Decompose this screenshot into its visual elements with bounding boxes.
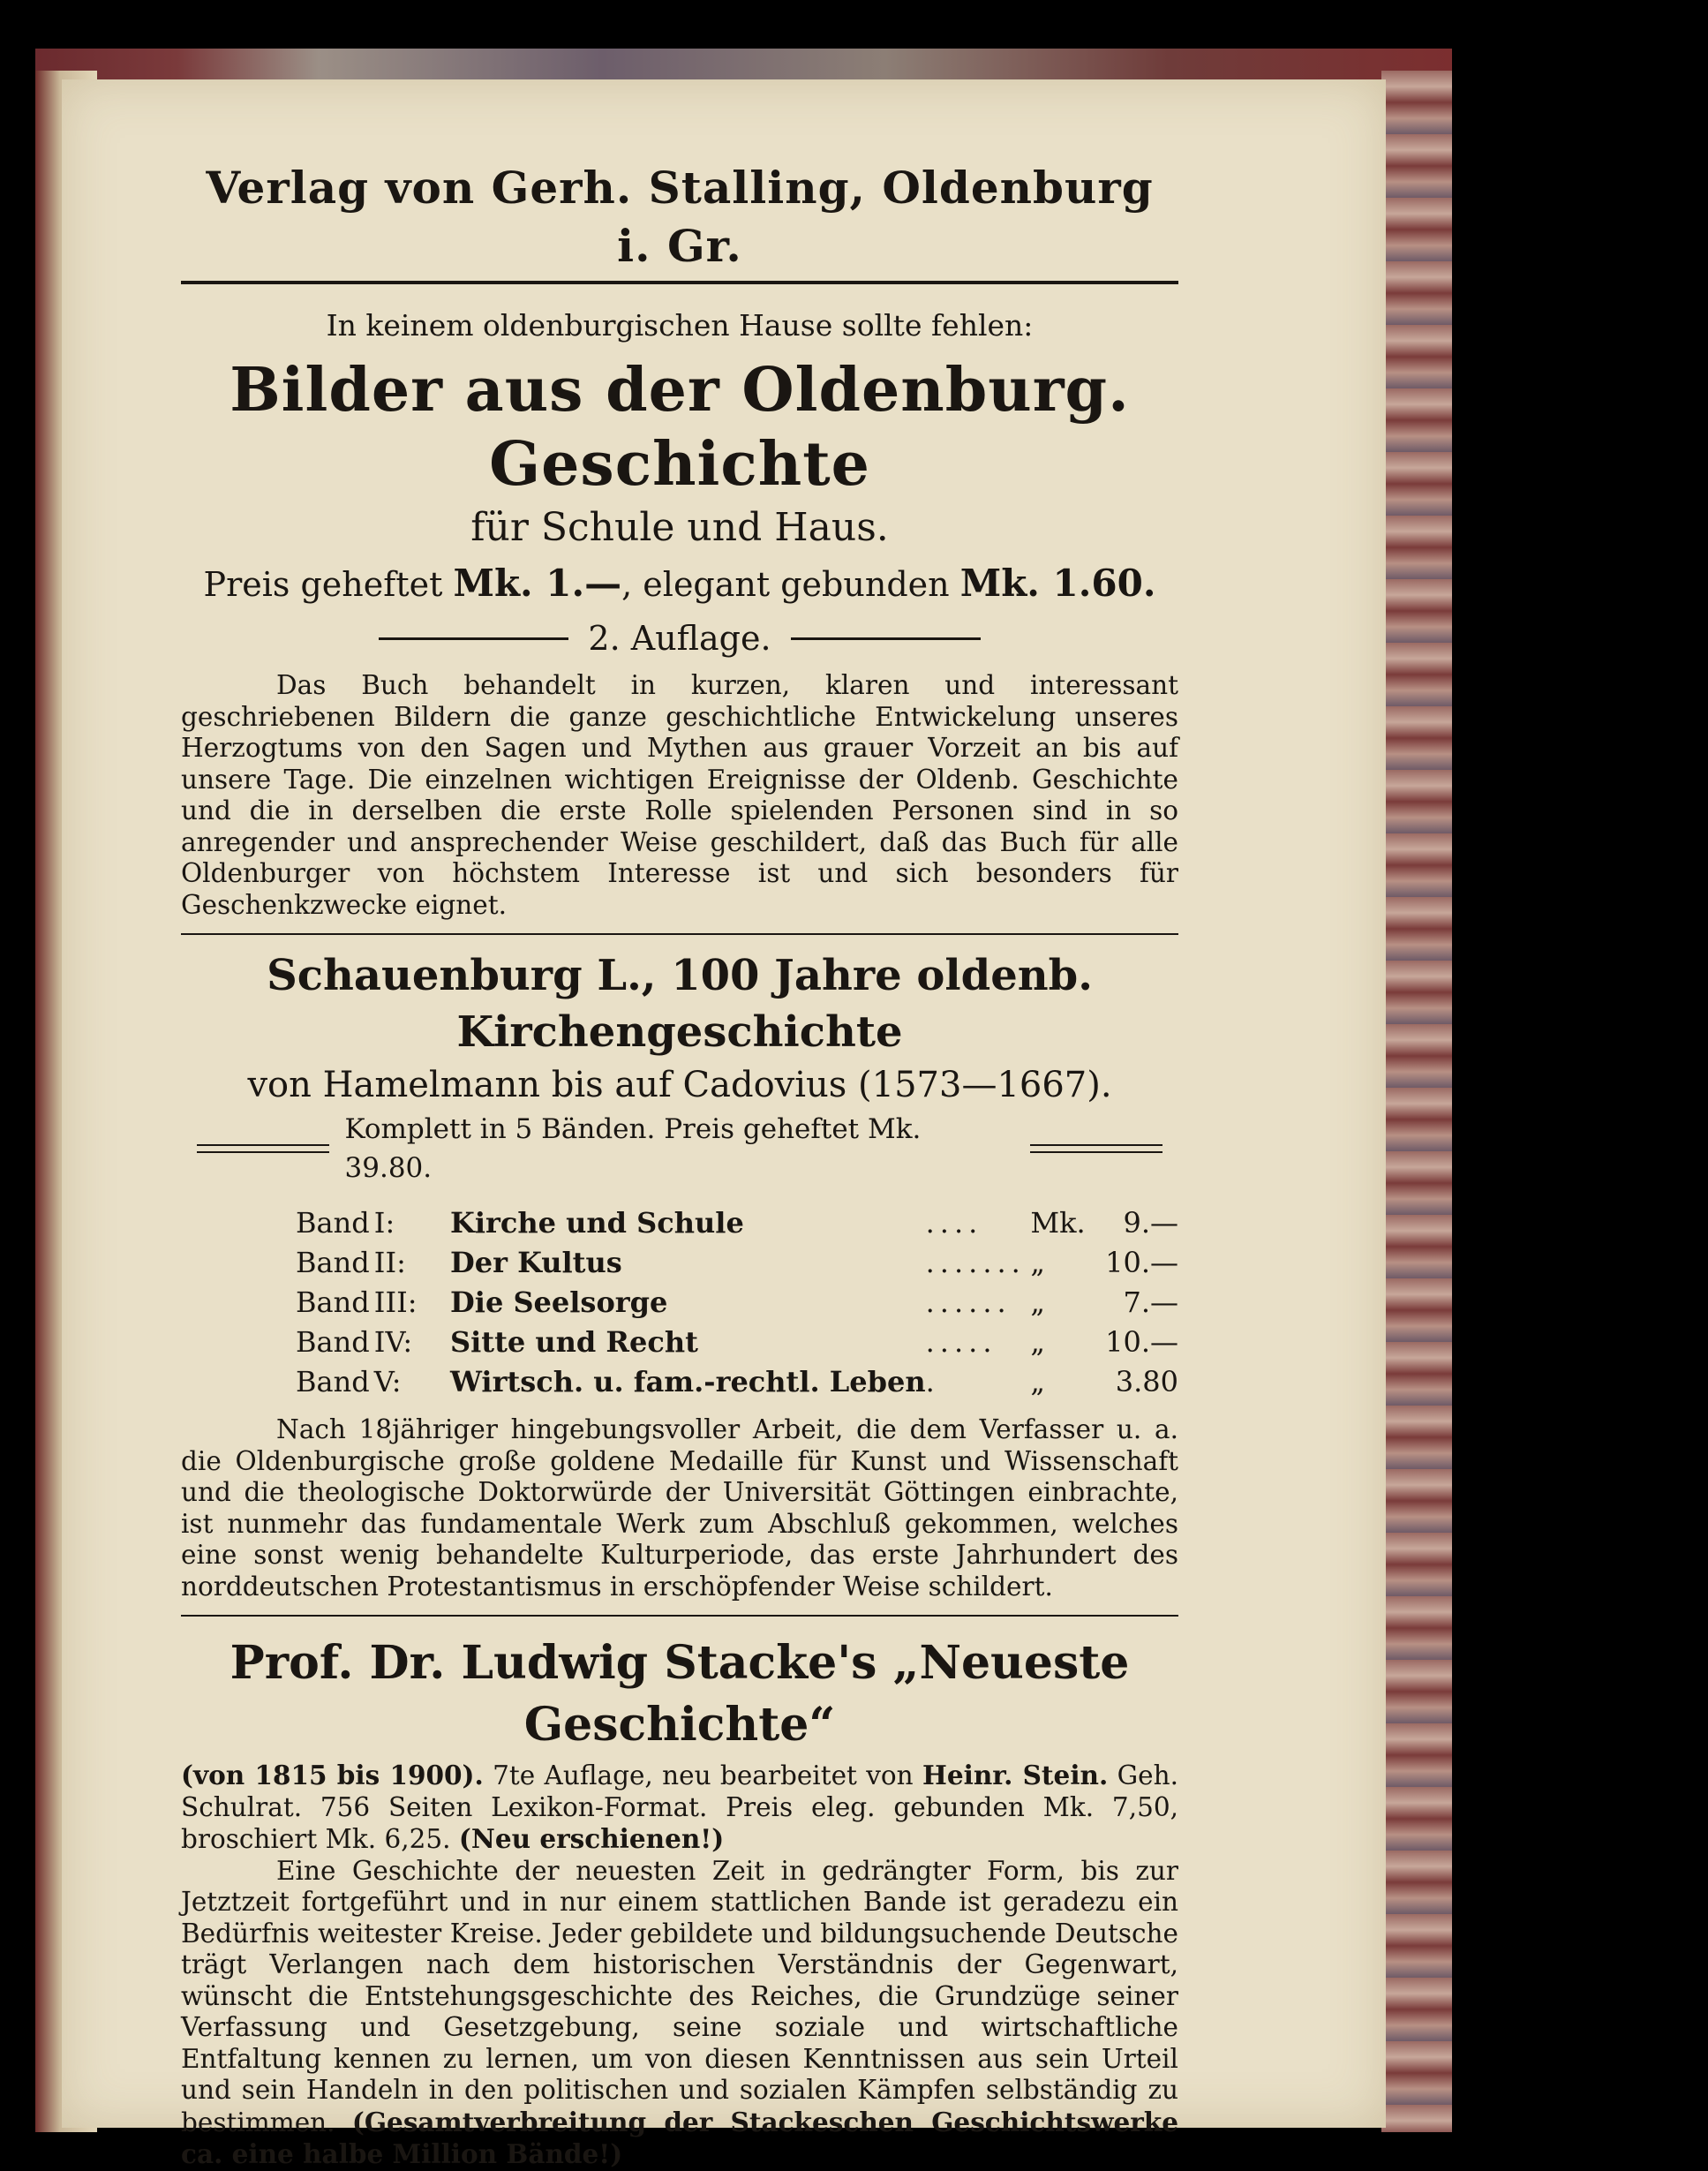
volume-currency: „ xyxy=(1030,1365,1045,1398)
volume-title: Die Seelsorge xyxy=(450,1285,668,1319)
volume-band: Band xyxy=(296,1206,370,1240)
section-divider xyxy=(181,1615,1178,1617)
publisher-heading: Verlag von Gerh. Stalling, Oldenburg i. Gr. xyxy=(206,162,1154,272)
book1-title: Bilder aus der Oldenburg. Geschichte xyxy=(229,355,1130,500)
volume-band: Band xyxy=(296,1246,370,1279)
volume-leader-dots: ...... xyxy=(925,1285,1012,1319)
book1-subtitle: für Schule und Haus. xyxy=(470,505,889,550)
double-rule-left xyxy=(197,1144,329,1153)
volume-row xyxy=(296,1323,1178,1362)
volume-leader-dots: ..... xyxy=(925,1325,997,1359)
volume-row xyxy=(296,1243,1178,1283)
volume-price: 7.— xyxy=(1123,1285,1178,1319)
book2-complete xyxy=(181,1110,1178,1187)
volume-price: 3.80 xyxy=(1115,1365,1178,1398)
edition-dash-right xyxy=(791,637,981,640)
price-prefix: Preis geheftet xyxy=(203,565,443,604)
volume-number: II: xyxy=(373,1246,406,1279)
volume-leader-dots: ....... xyxy=(925,1246,1026,1279)
complete-label: Komplett in 5 Bänden. Preis geheftet Mk. 39.80. xyxy=(344,1113,922,1184)
volume-currency: „ xyxy=(1030,1325,1045,1359)
volume-currency: „ xyxy=(1030,1285,1045,1319)
volume-number: III: xyxy=(373,1285,418,1319)
volume-number: V: xyxy=(373,1365,402,1398)
volume-leader-dots: .... xyxy=(925,1206,983,1240)
volume-currency: „ xyxy=(1030,1246,1045,1279)
price-gebunden: Mk. 1.60. xyxy=(959,562,1156,605)
volume-title: Der Kultus xyxy=(450,1246,622,1279)
volume-row xyxy=(296,1283,1178,1323)
book3-title: Prof. Dr. Ludwig Stacke's „Neueste Geschichte“ xyxy=(229,1636,1130,1752)
book1-edition xyxy=(181,614,1178,663)
book3-editor: Heinr. Stein. xyxy=(922,1760,1109,1790)
page-content xyxy=(181,159,1178,2171)
volume-number: I: xyxy=(373,1206,395,1240)
section-divider xyxy=(181,933,1178,935)
book2-subtitle: von Hamelmann bis auf Cadovius (1573—1667). xyxy=(247,1065,1112,1105)
volume-leader-dots: . xyxy=(925,1365,940,1398)
book3-new-note: (Neu erschienen!) xyxy=(458,1823,725,1854)
volume-currency: Mk. xyxy=(1030,1206,1086,1240)
volume-title: Wirtsch. u. fam.-rechtl. Leben xyxy=(450,1365,926,1398)
book3-description-text: Eine Geschichte der neuesten Zeit in gedrängter Form, bis zur Jetztzeit fortgeführt und in nur einem stattlichen Bande ist geradezu ein Bedürfnis weitester Kreise. Jeder gebildete und bildungsuchende Deutsche trägt Verlangen nach dem historischen Verständnis der Gegenwart, wünscht die Entstehungsgeschichte des Reiches, die Grundzüge seiner Verfassung und Gesetzgebung, seine soziale und wirtschaftliche Entfaltung kennen zu lernen, um von diesen Kenntnissen aus sein Urteil und sein Handeln in den politischen und sozialen Kämpfen selbständig zu bestimmen. xyxy=(181,1855,1178,2137)
edition-dash-left xyxy=(379,637,568,640)
book1-description: Das Buch behandelt in kurzen, klaren und interessant geschriebenen Bildern die ganze geschichtliche Entwickelung unseres Herzogtums von den Sagen und Mythen aus grauer Vorzeit an bis auf unsere Tage. Die einzelnen wichtigen Ereignisse der Oldenb. Geschichte und die in derselben die erste Rolle spielenden Personen sind in so anregender und ansprechender Weise geschildert, daß das Buch für alle Oldenburger von höchstem Interesse ist und sich besonders für Geschenkzwecke eignet. xyxy=(181,670,1178,920)
volume-title: Kirche und Schule xyxy=(450,1206,744,1240)
book2-description: Nach 18jähriger hingebungsvoller Arbeit, die dem Verfasser u. a. die Oldenburgische große goldene Medaille für Kunst und Wissenschaft und die theologische Doktorwürde der Universität Göttingen einbrachte, ist nunmehr das fundamentale Werk zum Abschluß gekommen, welches eine sonst wenig behandelte Kulturperiode, das erste Jahrhundert des norddeutschen Protestantismus in erschöpfender Weise schildert. xyxy=(181,1414,1178,1602)
book3-closing: (Gesamtverbreitung der Stackeschen Geschichtswerke ca. eine halbe Million Bände!) xyxy=(181,2106,1178,2169)
book-edge-marbled xyxy=(1381,71,1452,2132)
volume-band: Band xyxy=(296,1325,370,1359)
price-geheftet: Mk. 1.— xyxy=(453,562,622,605)
volume-row xyxy=(296,1203,1178,1243)
volume-number: IV: xyxy=(373,1325,413,1359)
book3-years: (von 1815 bis 1900). xyxy=(181,1760,484,1790)
book3-info xyxy=(181,1760,1178,1856)
book2-title: Schauenburg L., 100 Jahre oldenb. Kirchengeschichte xyxy=(267,951,1093,1057)
double-rule-right xyxy=(1030,1144,1162,1153)
volume-title: Sitte und Recht xyxy=(450,1325,698,1359)
volumes-table xyxy=(296,1203,1178,1402)
book1-intro: In keinem oldenburgischen Hause sollte fehlen: xyxy=(326,308,1034,343)
volume-price: 10.— xyxy=(1105,1325,1178,1359)
volume-price: 9.— xyxy=(1123,1206,1178,1240)
book3-edition-info: 7te Auflage, neu bearbeitet von xyxy=(483,1760,922,1790)
heading-rule xyxy=(181,281,1178,284)
book-cover-top xyxy=(35,49,1452,84)
edition-label: 2. Auflage. xyxy=(588,619,771,658)
book1-price xyxy=(181,554,1178,614)
volume-band: Band xyxy=(296,1285,370,1319)
price-mid: , elegant gebunden xyxy=(621,565,950,604)
volume-band: Band xyxy=(296,1365,370,1398)
book3-description xyxy=(181,1856,1178,2171)
volume-price: 10.— xyxy=(1105,1246,1178,1279)
volume-row xyxy=(296,1362,1178,1402)
book3-format-price: Geh. Schulrat. 756 Seiten Lexikon-Format. Preis eleg. gebunden Mk. 7,50, broschiert Mk. 6,25. xyxy=(181,1760,1178,1854)
